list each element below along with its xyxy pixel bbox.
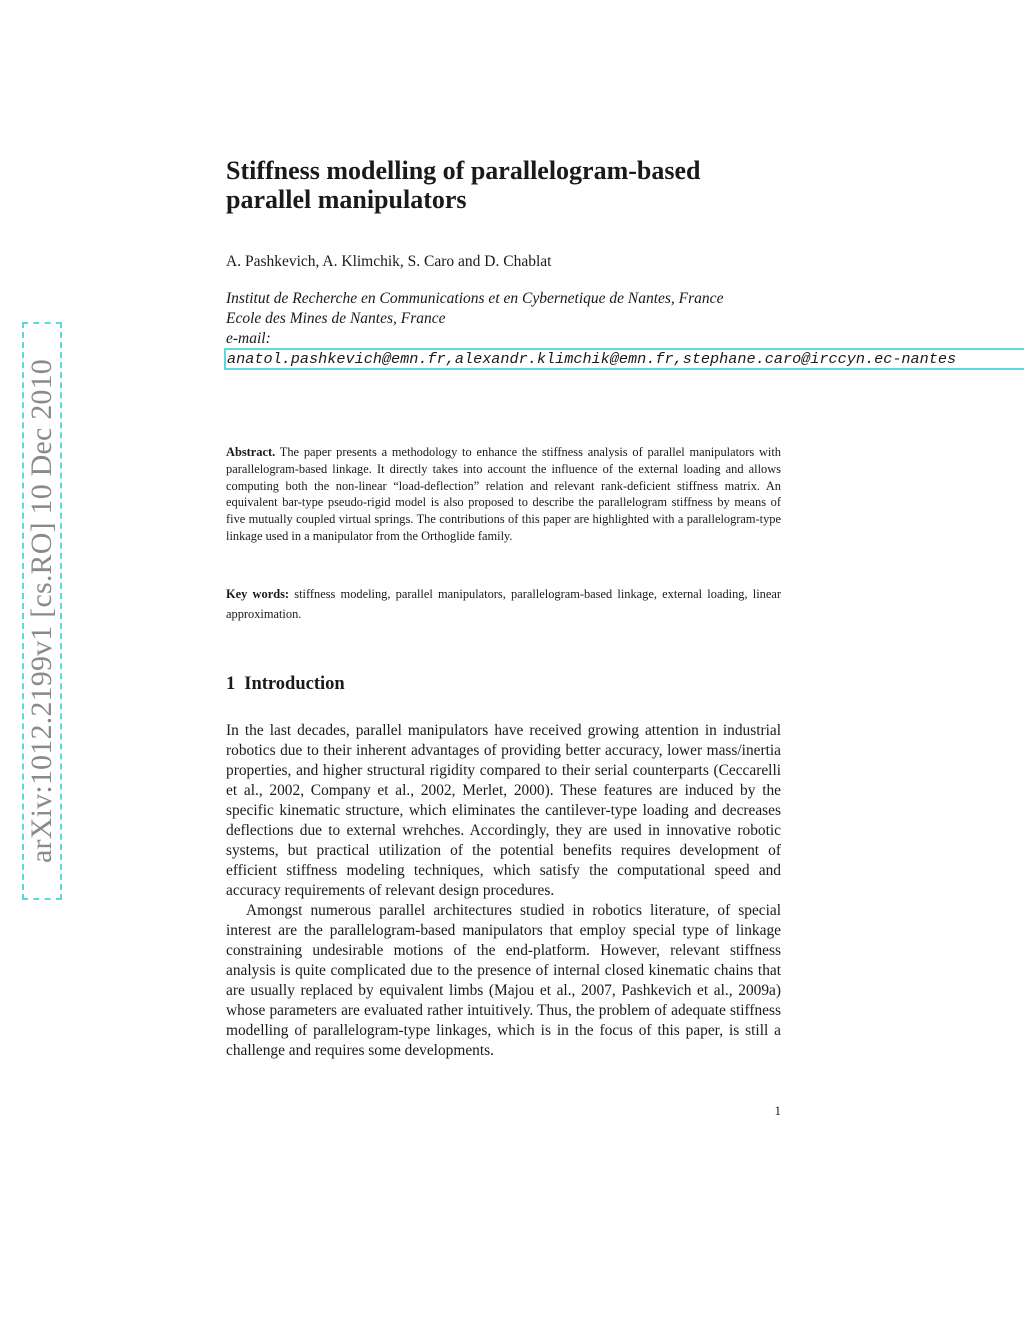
page-number: 1: [774, 1103, 781, 1118]
school-name: Ecole des Mines de Nantes, France: [226, 310, 446, 327]
paragraph: Amongst numerous parallel architectures studied in robotics literature, of special interest are the parallelogram-based manipulators that employ special type of linkage constraining undesirable motions of the end-platform. However, relevant stiffness analysis is quite complicated due to the presence of internal closed kinematic chains that are usually replaced by equivalent limbs (Majou et al., 2007, Pashkevich et al., 2009a) whose parameters are evaluated rather intuitively. Thus, the problem of adequate stiffness modelling of parallelogram-type linkages, which is in the focus of this paper, is still a challenge and requires some developments.: [226, 902, 781, 1059]
keywords: [226, 584, 781, 624]
affiliation-block: [226, 289, 1006, 349]
paragraph: In the last decades, parallel manipulators have received growing attention in industrial robotics due to their inherent advantages of providing better accuracy, lower mass/inertia properties, and higher structural rigidity compared to their serial counterparts (Ceccarelli et al., 2002, Company et al., 2002, Merlet, 2000). These features are induced by the specific kinematic structure, which eliminates the cantilever-type loading and decreases deflections due to external wrehches. Accordingly, they are used in innovative robotic systems, but practical utilization of the potential benefits requires development of efficient stiffness modeling techniques, which satisfy the computational speed and accuracy requirements of relevant design procedures.: [226, 722, 781, 899]
institute-name: Institut de Recherche en Communications et en Cybernetique de Nantes, France: [226, 290, 724, 307]
section-number: 1: [226, 674, 236, 694]
arxiv-stamp[interactable]: [22, 322, 62, 900]
keywords-text: stiffness modeling, parallel manipulators, parallelogram-based linkage, external loading, linear approximation.: [226, 587, 781, 621]
author-list: A. Pashkevich, A. Klimchik, S. Caro and D. Chablat: [226, 253, 552, 270]
abstract: [226, 444, 781, 545]
introduction-body: [226, 721, 781, 1061]
paper-title: Stiffness modelling of parallelogram-based parallel manipulators: [226, 156, 701, 214]
arxiv-identifier: arXiv:1012.2199v1 [cs.RO] 10 Dec 2010: [25, 359, 58, 863]
email-addresses-link[interactable]: anatol.pashkevich@emn.fr,alexandr.klimchik@emn.fr,stephane.caro@irccyn.ec-nantes: [224, 348, 1024, 370]
section-heading-introduction: [226, 673, 345, 695]
section-title: Introduction: [244, 674, 345, 694]
abstract-text: The paper presents a methodology to enhance the stiffness analysis of parallel manipulators with parallelogram-based linkage. It directly takes into account the influence of the external loading and allows computing both the non-linear “load-deflection” relation and relevant rank-deficient stiffness matrix. An equivalent bar-type pseudo-rigid model is also proposed to describe the parallelogram stiffness by means of five mutually coupled virtual springs. The contributions of this paper are highlighted with a parallelogram-type linkage used in a manipulator from the Orthoglide family.: [226, 445, 781, 543]
keywords-label: Key words:: [226, 587, 290, 601]
email-label: e-mail:: [226, 330, 271, 347]
abstract-label: Abstract.: [226, 445, 276, 459]
